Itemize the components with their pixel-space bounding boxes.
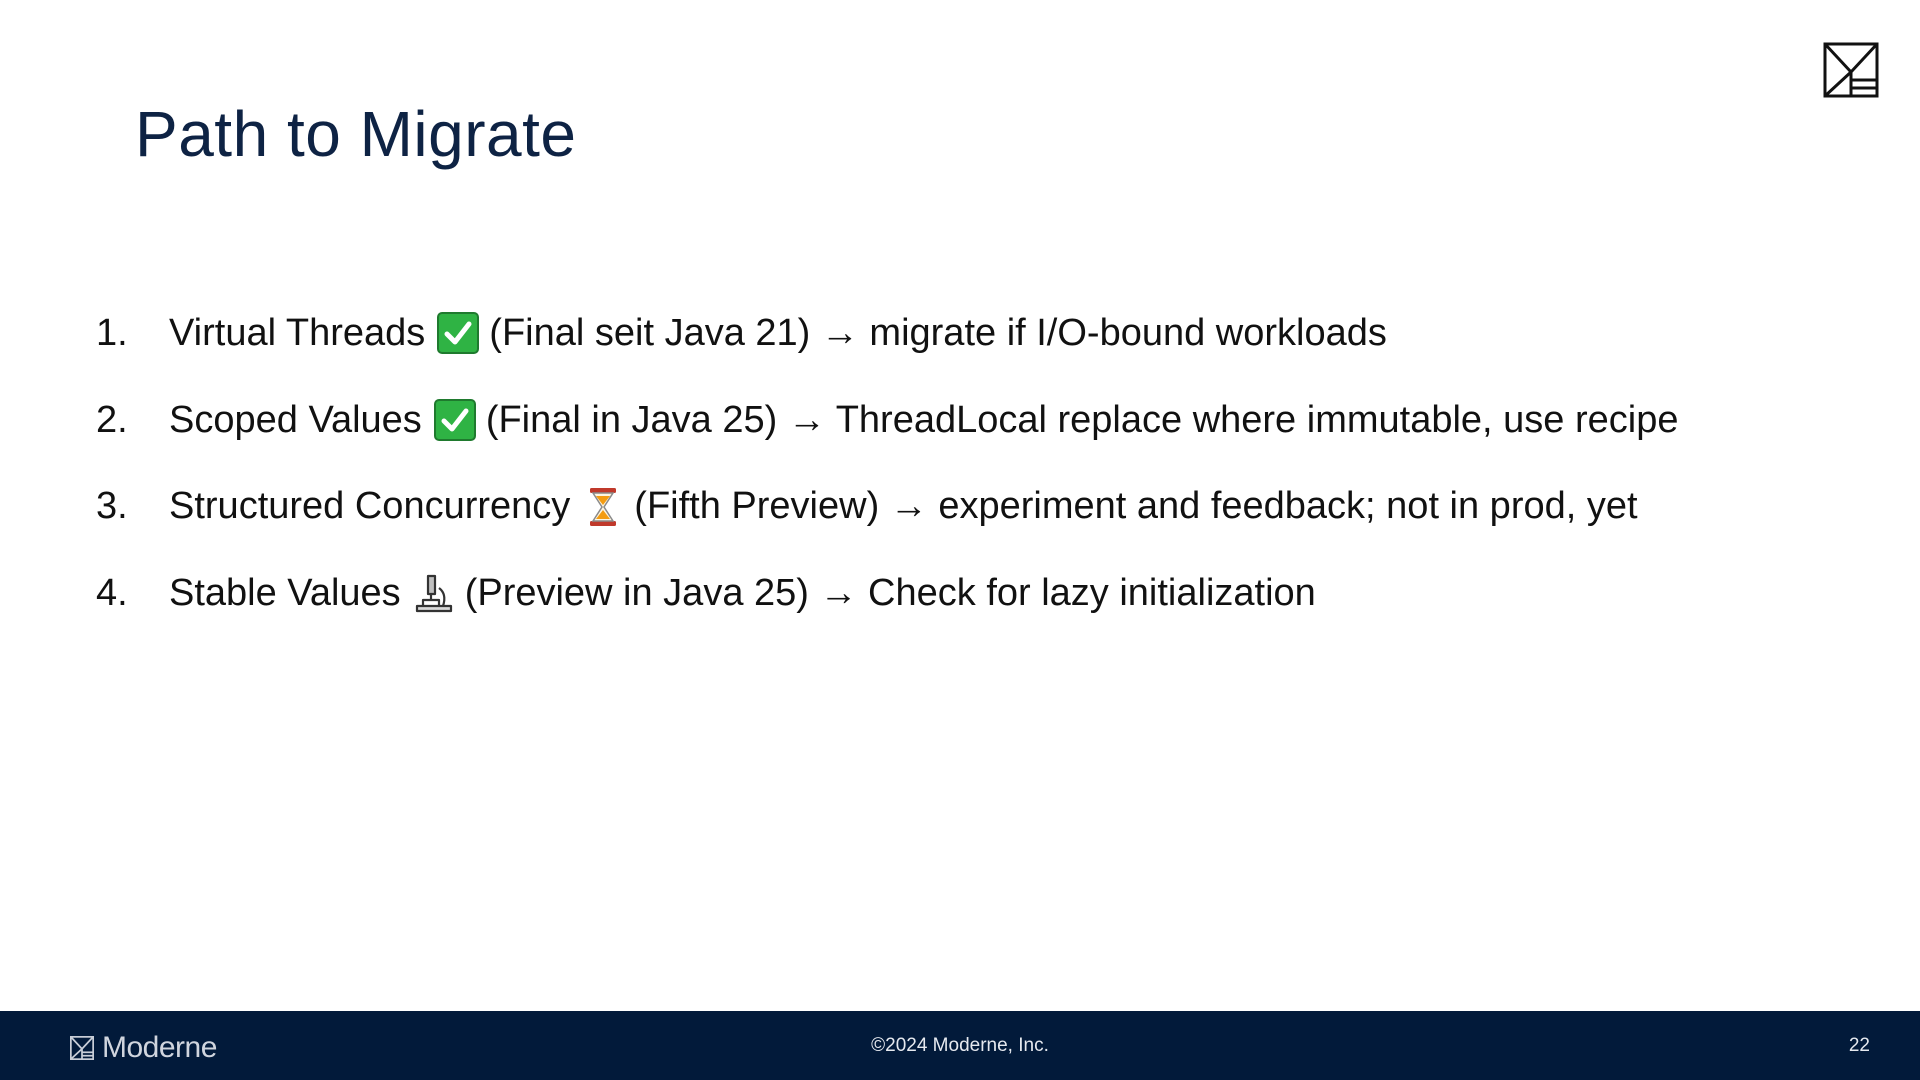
item-detail: (Preview in Java 25) → Check for lazy initialization bbox=[464, 571, 1316, 614]
item-detail: (Final seit Java 21) → migrate if I/O-bound workloads bbox=[489, 311, 1387, 354]
item-name: Virtual Threads bbox=[169, 311, 426, 354]
list-item bbox=[96, 550, 1678, 637]
item-detail: (Fifth Preview) → experiment and feedback; not in prod, yet bbox=[634, 485, 1638, 528]
copyright-text: ©2024 Moderne, Inc. bbox=[871, 1035, 1049, 1056]
item-number: 2. bbox=[96, 398, 128, 441]
item-number: 4. bbox=[96, 571, 128, 614]
check-mark-button-icon bbox=[437, 312, 479, 354]
list-item bbox=[96, 290, 1678, 377]
item-name: Structured Concurrency bbox=[169, 485, 571, 528]
footer-brand: Moderne bbox=[102, 1031, 217, 1064]
page-number: 22 bbox=[1848, 1035, 1870, 1056]
moderne-logo-icon bbox=[1823, 42, 1879, 98]
item-number: 3. bbox=[96, 485, 128, 528]
microscope-icon bbox=[413, 572, 455, 614]
check-mark-button-icon bbox=[434, 399, 476, 441]
item-detail: (Final in Java 25) → ThreadLocal replace where immutable, use recipe bbox=[485, 398, 1679, 441]
slide-title: Path to Migrate bbox=[135, 98, 577, 170]
item-name: Stable Values bbox=[169, 571, 401, 614]
footer-bar bbox=[0, 1011, 1920, 1080]
migration-list bbox=[96, 290, 1678, 637]
list-item bbox=[96, 463, 1678, 550]
list-item bbox=[96, 377, 1678, 464]
item-name: Scoped Values bbox=[169, 398, 422, 441]
item-number: 1. bbox=[96, 311, 128, 354]
hourglass-icon bbox=[582, 486, 624, 528]
